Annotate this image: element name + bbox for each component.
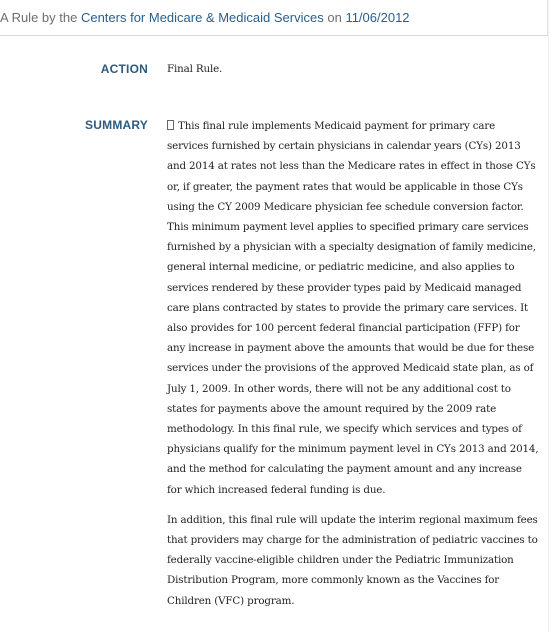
summary-paragraph-1-text: This final rule implements Medicaid payment for primary care services furnished by certain physicians in calendar years (CYs) 2013 and 2014 at rates not less than the Medicare rates in effect in those CYs or, if greater, the payment rates that would be applicable in those CYs using the CY 2009 Medicare physician fee schedule conversion factor. This minimum payment level applies to specified primary care services furnished by a physician with a specialty designation of family medicine, general internal medicine, or pediatric medicine, and also applies to services rendered by these provider types paid by Medicaid managed care plans contracted by states to provide the primary care services. It also provides for 100 percent federal financial participation (FFP) for any increase in payment above the amounts that would be due for these services under the provisions of the approved Medicaid state plan, as of July 1, 2009. In other words, there will not be any additional cost to states for payments above the amount required by the 2009 rate methodology. In this final rule, we specify which services and types of physicians qualify for the minimum payment level in CYs 2013 and 2014, and the method for calculating the payment amount and any increase for which increased federal funding is due. [167, 120, 539, 496]
summary-paragraph-2: In addition, this final rule will update the interim regional maximum fees that providers may charge for the administration of pediatric vaccines to federally vaccine-eligible children under the Pediatric Immunization Distribution Program, more commonly known as the Vaccines for Children (VFC) program. [167, 513, 538, 607]
summary-paragraph-1 [167, 116, 539, 500]
agency-link[interactable]: Centers for Medicare & Medicaid Services [80, 10, 324, 25]
missing-glyph-icon [167, 120, 174, 130]
header-on: on [327, 10, 342, 25]
summary-body [167, 116, 539, 611]
page-edge-divider [548, 0, 549, 632]
action-label: ACTION [100, 62, 148, 76]
summary-label: SUMMARY [85, 118, 148, 132]
action-text: Final Rule. [167, 63, 223, 75]
header-prefix: A Rule by the [0, 10, 78, 25]
publication-date: 11/06/2012 [345, 10, 410, 25]
document-header [0, 0, 548, 36]
